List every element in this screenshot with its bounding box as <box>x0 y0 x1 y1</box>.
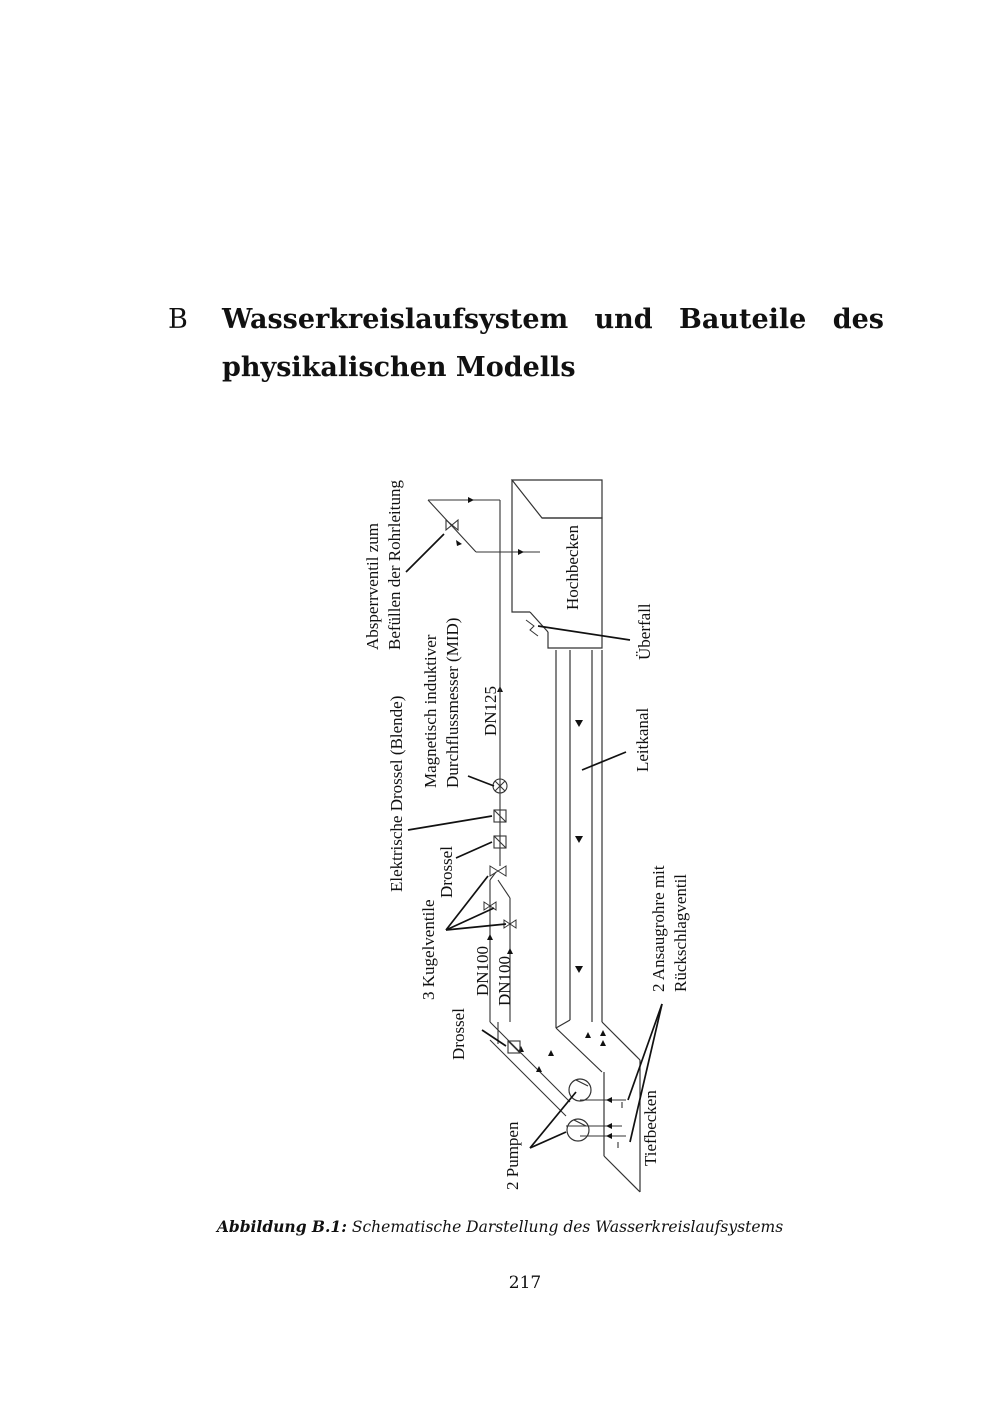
label-hochbecken: Hochbecken <box>563 525 582 610</box>
section-title-line-2: physikalischen Modells <box>222 352 576 383</box>
kugelventile-symbols <box>484 866 516 928</box>
channel-flow-arrows <box>575 720 606 1046</box>
ueberfall-weir-symbol <box>526 620 538 636</box>
label-ansaugrohre-line1: 2 Ansaugrohre mit <box>649 865 668 992</box>
label-tiefbecken: Tiefbecken <box>641 1090 660 1166</box>
label-leitkanal: Leitkanal <box>633 707 652 772</box>
label-mid-line2: Durchflussmesser (MID) <box>443 617 462 788</box>
page-number: 217 <box>508 1273 542 1293</box>
section-number: B <box>168 304 188 335</box>
label-pumpen: 2 Pumpen <box>503 1121 522 1190</box>
label-drossel-bottom: Drossel <box>449 1008 468 1060</box>
caption-label: Abbildung B.1: <box>216 1217 347 1236</box>
tiefbecken-tank <box>602 1022 640 1192</box>
label-ansaugrohre-line2: Rückschlagventil <box>671 873 690 992</box>
label-absperrventil-line1: Absperrventil zum <box>363 523 382 650</box>
label-dn100-a: DN100 <box>473 945 492 996</box>
drossel-lower-symbol <box>508 1041 520 1053</box>
label-dn125: DN125 <box>481 685 500 736</box>
label-mid-line1: Magnetisch induktiver <box>421 634 440 788</box>
caption-text: Schematische Darstellung des Wasserkreislaufsystems <box>351 1218 784 1236</box>
label-dn100-b: DN100 <box>495 955 514 1006</box>
hochbecken-tank <box>512 480 602 648</box>
section-title-word: Bauteile <box>679 304 807 335</box>
label-ueberfall: Überfall <box>635 603 654 660</box>
figure-labels <box>363 480 690 1190</box>
label-elektrische-drossel: Elektrische Drossel (Blende) <box>387 695 406 892</box>
label-drossel-top: Drossel <box>437 846 456 898</box>
absperrventil-branch <box>428 500 540 552</box>
section-title-word: und <box>594 304 653 335</box>
pumpen <box>567 1079 591 1141</box>
label-absperrventil-line2: Befüllen der Rohrleitung <box>385 480 404 650</box>
section-title-word: Wasserkreislaufsystem <box>222 304 569 335</box>
label-kugelventile: 3 Kugelventile <box>419 899 438 1000</box>
leitkanal-channel <box>556 650 602 1072</box>
section-title-word: des <box>832 304 884 335</box>
figure-caption <box>0 1217 1000 1236</box>
